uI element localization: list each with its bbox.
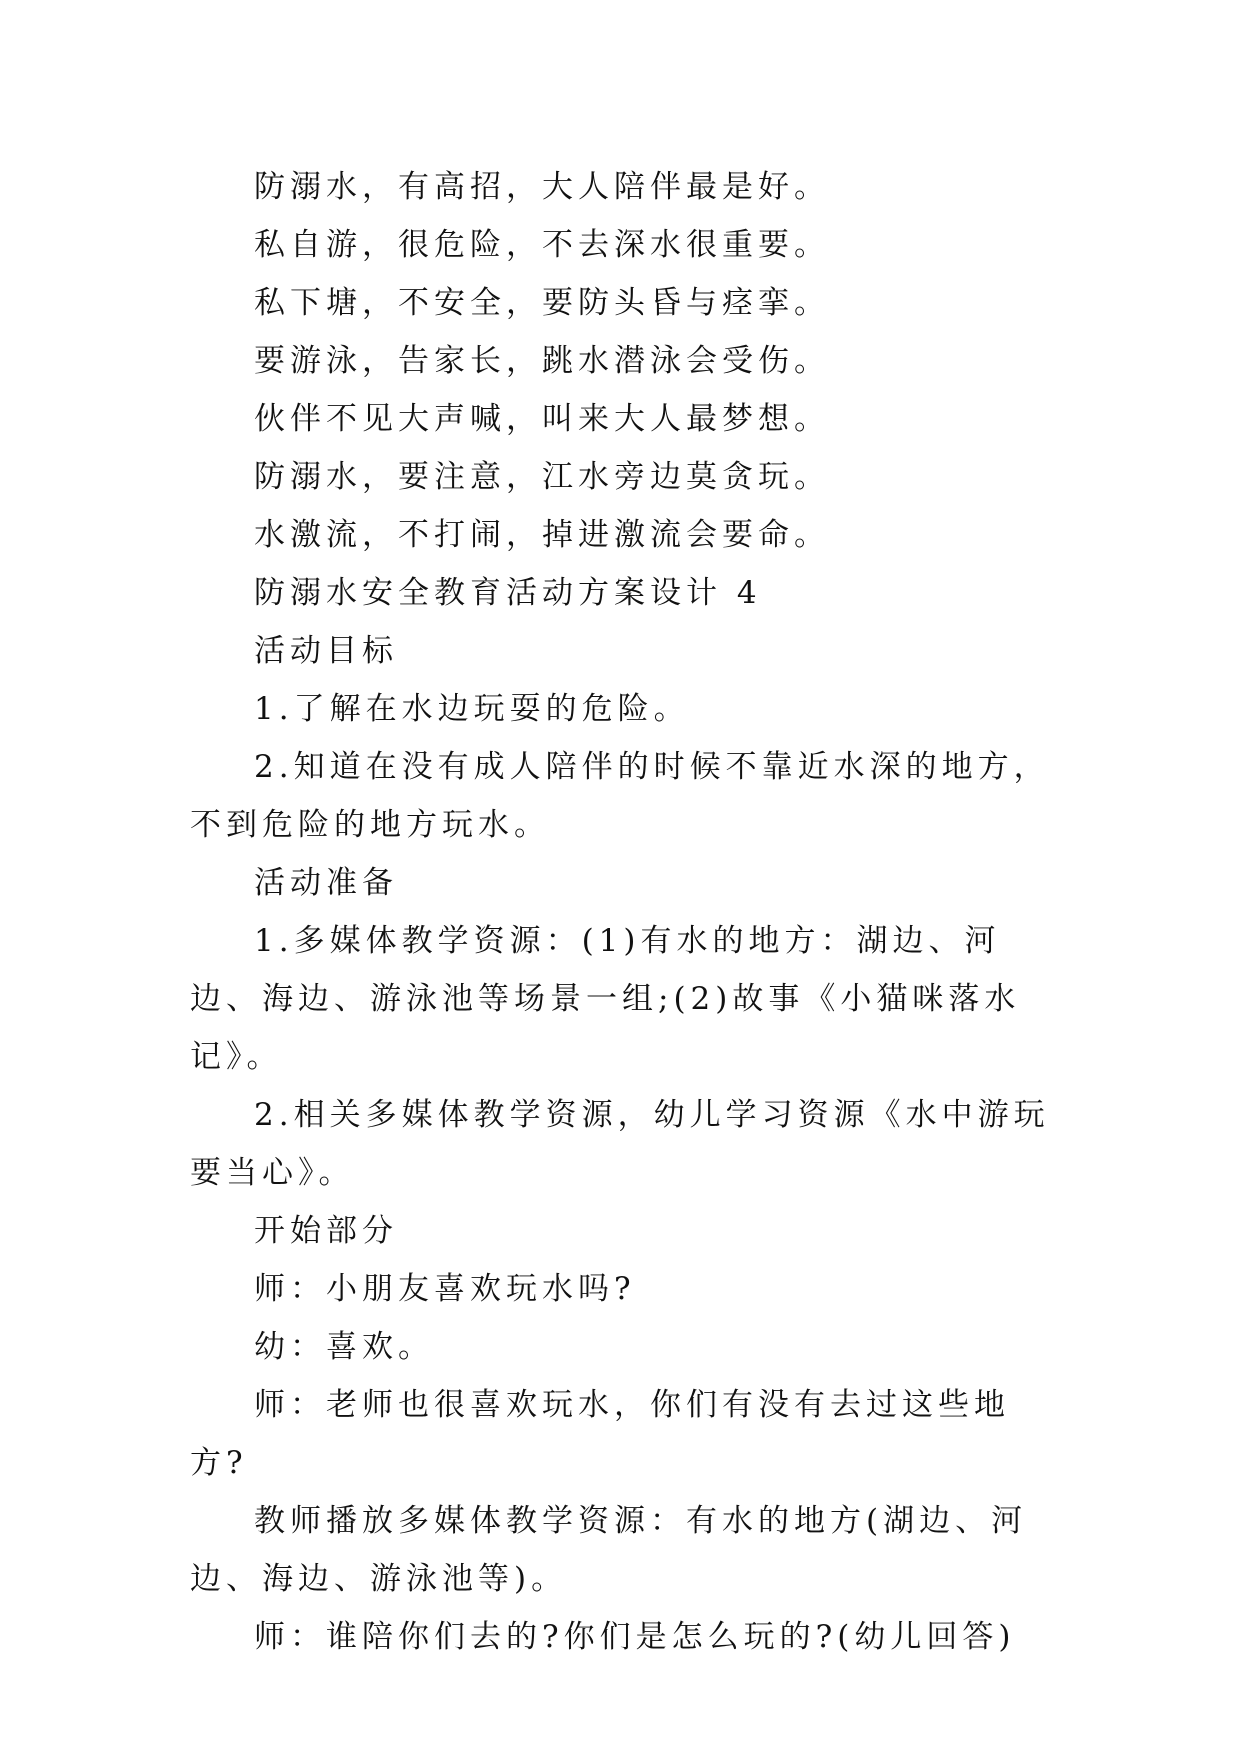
- dialogue-line: 师：老师也很喜欢玩水，你们有没有去过这些地方?: [190, 1387, 1010, 1481]
- dialogue-line: 师：谁陪你们去的?你们是怎么玩的?(幼儿回答): [254, 1619, 1016, 1655]
- preparation-item: 2.相关多媒体教学资源，幼儿学习资源《水中游玩要当心》。: [190, 1097, 1050, 1191]
- goal-item: 1.了解在水边玩耍的危险。: [254, 691, 690, 727]
- verse-line: 水激流，不打闹，掉进激流会要命。: [254, 517, 830, 553]
- verse-line: 伙伴不见大声喊，叫来大人最梦想。: [254, 401, 830, 437]
- goal-item: 2.知道在没有成人陪伴的时候不靠近水深的地方，不到危险的地方玩水。: [190, 749, 1050, 843]
- verse-line: 私下塘，不安全，要防头昏与痉挛。: [254, 285, 830, 321]
- document-body: [190, 158, 1056, 1666]
- verse-line: 要游泳，告家长，跳水潜泳会受伤。: [254, 343, 830, 379]
- section-heading-preparation: 活动准备: [254, 865, 398, 901]
- preparation-item: 1.多媒体教学资源：(1)有水的地方：湖边、河边、海边、游泳池等场景一组;(2)故事《小猫咪落水记》。: [190, 923, 1021, 1075]
- section-heading-goals: 活动目标: [254, 633, 398, 669]
- verse-line: 私自游，很危险，不去深水很重要。: [254, 227, 830, 263]
- dialogue-line: 师：小朋友喜欢玩水吗?: [254, 1271, 636, 1307]
- section-heading-opening: 开始部分: [254, 1213, 398, 1249]
- narration-line: 教师播放多媒体教学资源：有水的地方(湖边、河边、海边、游泳池等)。: [190, 1503, 1028, 1597]
- verse-line: 防溺水，有高招，大人陪伴最是好。: [254, 169, 830, 205]
- section-title: 防溺水安全教育活动方案设计 4: [254, 575, 762, 611]
- verse-line: 防溺水，要注意，江水旁边莫贪玩。: [254, 459, 830, 495]
- dialogue-line: 幼：喜欢。: [254, 1329, 434, 1365]
